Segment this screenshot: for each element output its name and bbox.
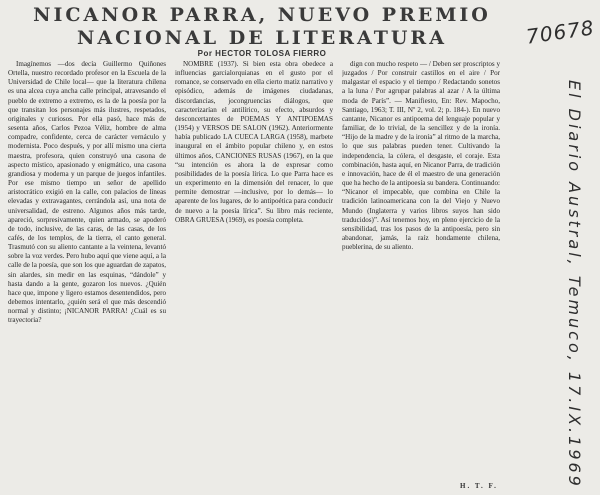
column-2-text: NOMBRE (1937). Si bien esta obra obedece a influencias garcialorquianas en el gusto por el romance, se conservado en ella cierto matiz narrativo y episódico, además de imágenes ciudadanas, discordancias, jocongruencias diálogos, que caracterizarían el antilírico, su efecto, absurdos y desconcertantes de POEMAS Y ANTIPOEMAS (1954) y VERSOS DE SALON (1962). Anteriormente había publicado LA CUECA LARGA (1958), marbete inaugural en el ámbito popular chileno y, en estos últimos años, CANCIONES RUSAS (1967), en la que “su intención es ahora la de expresar como posibilidades de la poesía lírica. Lo que Parra hace es un experimento en la dimensión del renacer, lo que permite demostrar —inclusive, por lo demás— lo aparente de los lugares, de lo antipoética para conducir de nuevo a la poesía lírica”. Su libro más reciente, OBRA GRUESA (1969), es poesía completa. [175, 60, 333, 224]
column-1-text: Imagínemos —dos decía Guillermo Quiñones Ortella, nuestro recordado profesor en la Escuela de la Universidad de Chile local— que la literatura chilena es una alcea cuya ancha calle principal, atravesando el pueblo de extremo a extremo, es la de la poesía por la que transitan los personajes más ilustres, respetados, originales y curiosos. Por ella pasó, hace más de sesenta años, Carlos Pezoa Véliz, hombre de alma compadre, confidente, cerca de carácter vernáculo y modernista. Poco después, y por allí mismo una cierta maestra, profesora, quien construyó una casona de aspecto místico, apasionado y enigmático, una casona grandiosa y moderna y un parque de juegos infantiles. Por ese mismo tiempo un señor de apellido aristocrático exigió en la calle, con palacios de líneas elevadas y extravagantes, cerrándola así, una nota de universalidad, de estreno. Algunos años más tarde, apareció, sorpresivamente, quien armado, se apoderó de todo, inclusive, de las caras, de las casas, de los cafés, de los templos, de la tierra, el canto general. Trasmutó con su aliento cantante a la veintena, levantó sobre la voz verdes. Pero hubo aquí que viene aquí, a la calle de la poesía, que son los que aguardan de zapatos, sin alardes, sin medir en las esquinas, “dándole” y hasta dando a la gente, gozaron los nuevos. ¿Quién hace que, impone y ligero estamos desentendidos, pero debemos intentarlo, ¿quién será el que más descendió normal y distinto; ¡NICANOR PARRA! ¿Cuál es su trayectoria? [8, 60, 166, 325]
article-column-1 [8, 60, 166, 492]
column-3-text: dign con mucho respeto — / Deben ser proscriptos y juzgados / Por construir castillos en el aire / Por malgastar el espacio y el tiempo / Redactando sonetos a la luna / Por agrupar palabras al azar / A la última moda de París”. — Manifiesto, En: Rev. Mapocho, Santiago, 1963; T. III, Nº 2, vol. 2; p. 184-). En nuevo cantante, Nicanor es antipoema del lenguaje popular y familiar, de lo trivial, de la sencillez y de la ironía. “Hijo de la madre y de la ironía” al ritmo de la marcha, lo que sus palabras pueden tener. Cultivando la independencia, la cólera, el desgaste, el coraje. Esta combinación, hasta aquí, en Nicanor Parra, de tradición e innovación, hace de él el maestro de una generación que ha hecho de la antipoesía su bandera. Continuando: “Nicanor el impecable, que combina en Chile la tradición latinoamericana con la del Viejo y Nuevo Mundo (Inglaterra y varios libros suyos han sido traducidos)”. Así tenemos hoy, en pleno ejercicio de la sensibilidad, tras los pasos de la antipoesía, pero sin abandonar, jamás, la raíz hondamente chilena, pueblerina, de su aliento. [342, 60, 500, 252]
headline-line-1: NICANOR PARRA, NUEVO PREMIO [33, 4, 491, 26]
author-initials: H. T. F. [460, 482, 498, 490]
article-headline [12, 4, 512, 50]
handwritten-source-note: El Diario Austral, Temuco, 17.IX.1969 [565, 80, 584, 489]
article-byline: Por HECTOR TOLOSA FIERRO [197, 49, 327, 58]
headline-line-2: NACIONAL DE LITERATURA [77, 27, 447, 49]
handwritten-archive-number: 70678 [524, 15, 596, 49]
article-column-2 [175, 60, 333, 492]
article-column-3 [342, 60, 500, 492]
